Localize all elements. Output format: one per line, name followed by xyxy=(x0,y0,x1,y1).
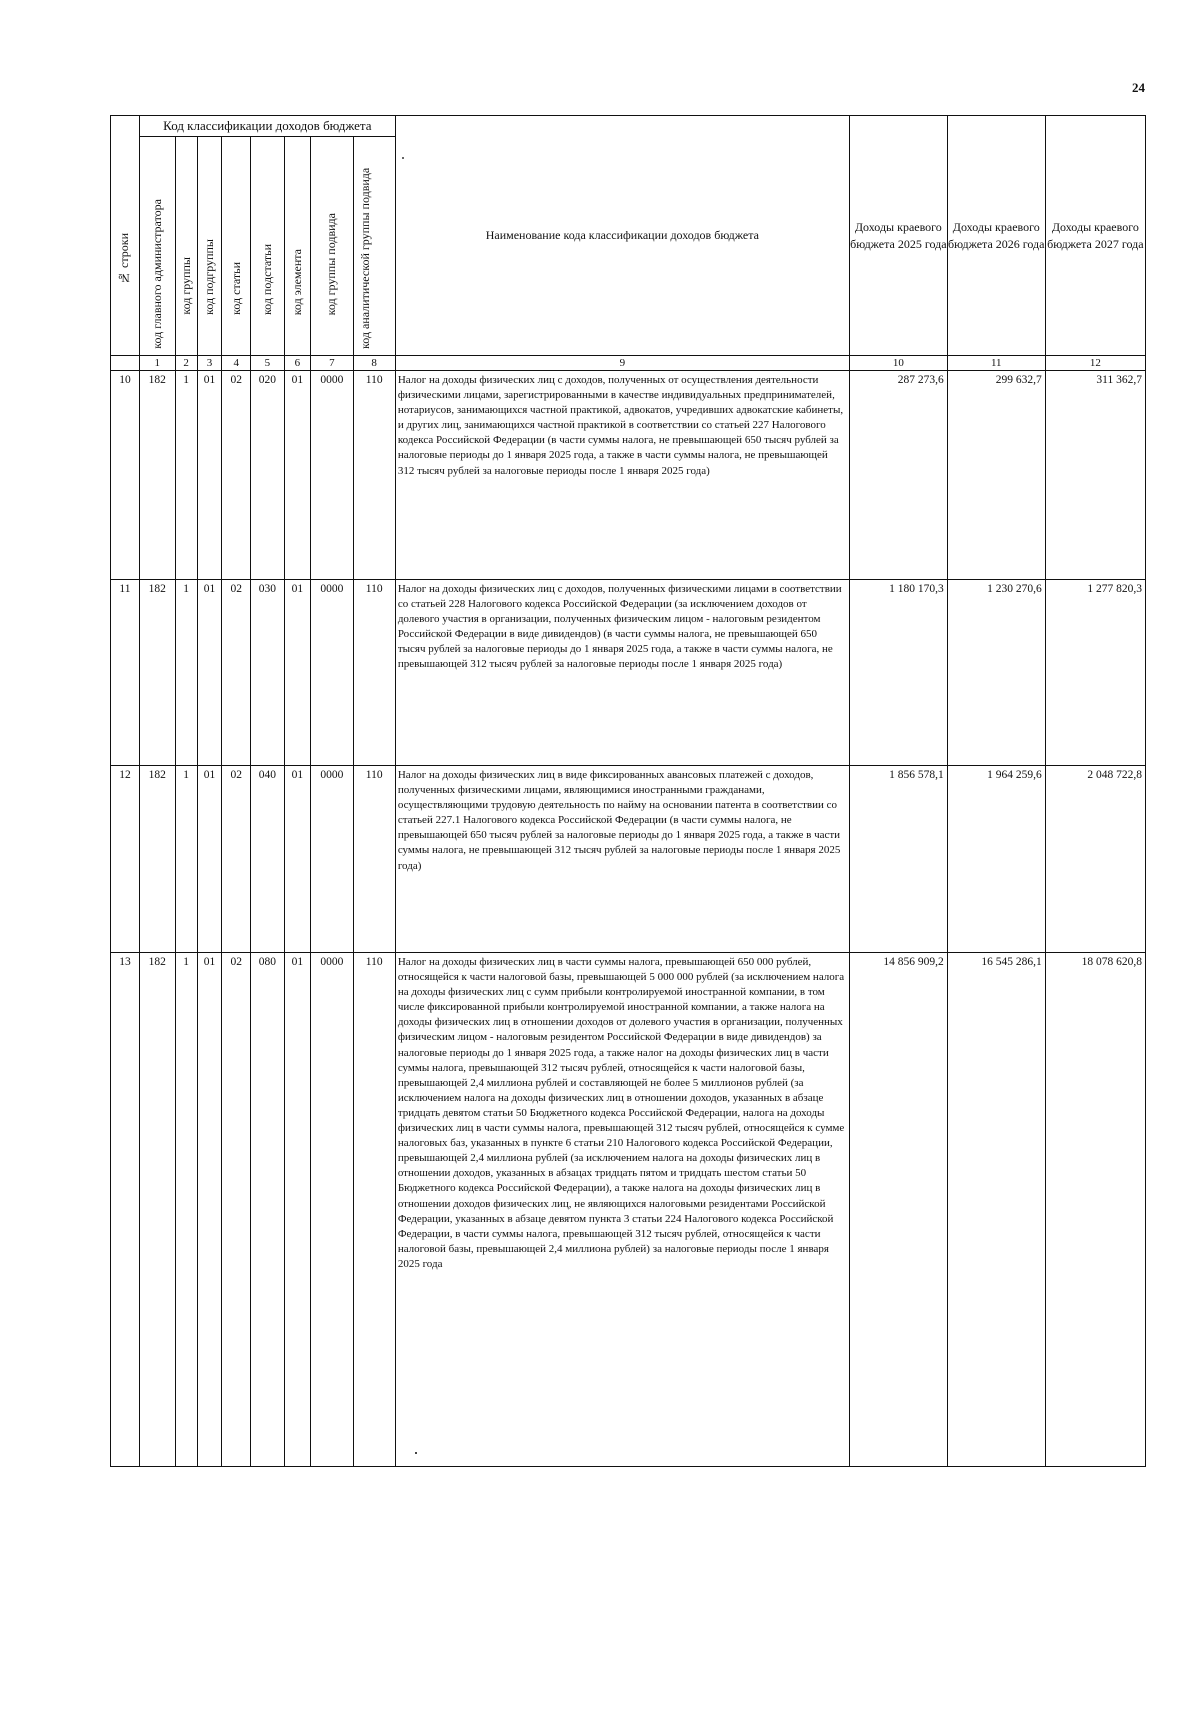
code-subtype: 0000 xyxy=(311,580,353,766)
code-element: 01 xyxy=(284,371,311,580)
revenue-table xyxy=(110,115,1146,1467)
code-group: 1 xyxy=(175,580,197,766)
code-article: 02 xyxy=(222,766,251,953)
header-code-subgroup: код подгруппы xyxy=(197,137,221,356)
header-group-title: Код классификации доходов бюджета xyxy=(139,116,395,137)
code-analytic: 110 xyxy=(353,371,395,580)
amount-2026: 299 632,7 xyxy=(947,371,1045,580)
code-subarticle: 030 xyxy=(251,580,284,766)
code-admin: 182 xyxy=(139,953,175,1467)
row-number: 10 xyxy=(111,371,140,580)
code-element: 01 xyxy=(284,580,311,766)
code-admin: 182 xyxy=(139,766,175,953)
column-number-row xyxy=(111,356,1146,371)
revenue-name: Налог на доходы физических лиц в части суммы налога, превышающей 650 000 рублей, относящейся к части налоговой базы, превышающей 5 000 000 рублей (за исключением налога на доходы физических лиц с сумм прибыли контролируемой иностранной компании, в том числе фиксированной прибыли контролируемой иностранной компании, а также налога на доходы физических лиц в отношении доходов от долевого участия в организации, полученных физическим лицом - налоговым резидентом Российской Федерации в виде дивидендов) за налоговые периоды до 1 января 2025 года, а также налог на доходы физических лиц в части суммы налога, превышающей 312 тысяч рублей, относящейся к части налоговой базы, превышающей 2,4 миллиона рублей и составляющей не более 5 миллионов рублей (за исключением налога на доходы физических лиц в отношении доходов, указанных в абзаце тридцать девятом статьи 50 Бюджетного кодекса Российской Федерации, налога на доходы физических лиц в части суммы налога, превышающей 312 тысяч рублей, относящейся к сумме налоговых баз, указанных в пункте 6 статьи 210 Налогового кодекса Российской Федерации, превышающей 2,4 миллиона рублей (за исключением налога на доходы физических лиц в отношении доходов, указанных в абзацах тридцать пятом и тридцать шестом статьи 50 Бюджетного кодекса Российской Федерации), а также налога на доходы физических лиц в отношении доходов физических лиц, не являющихся налоговыми резидентами Российской Федерации, указанных в абзаце девятом пункта 3 статьи 224 Налогового кодекса Российской Федерации, в части суммы налога, превышающей 312 тысяч рублей, относящейся к части налоговой базы, превышающей 2,4 миллиона рублей) за налоговые периоды после 1 января 2025 года xyxy=(395,953,849,1467)
header-income-2027: Доходы краевого бюджета 2027 года xyxy=(1045,116,1145,356)
header-income-2026: Доходы краевого бюджета 2026 года xyxy=(947,116,1045,356)
code-analytic: 110 xyxy=(353,580,395,766)
column-number: 6 xyxy=(284,356,311,371)
code-subarticle: 080 xyxy=(251,953,284,1467)
column-number: 1 xyxy=(139,356,175,371)
revenue-name: Налог на доходы физических лиц с доходов, полученных физическими лицами в соответствии со статьей 228 Налогового кодекса Российской Федерации (за исключением доходов от долевого участия в организации, полученных физическим лицом - налоговым резидентом Российской Федерации в виде дивидендов) (в части суммы налога, не превышающей 650 тысяч рублей за налоговые периоды до 1 января 2025 года, а также в части суммы налога, не превышающей 312 тысяч рублей за налоговые периоды после 1 января 2025 года) xyxy=(395,580,849,766)
amount-2025: 1 856 578,1 xyxy=(849,766,947,953)
table-row xyxy=(111,953,1146,1467)
amount-2026: 1 230 270,6 xyxy=(947,580,1045,766)
amount-2027: 311 362,7 xyxy=(1045,371,1145,580)
header-code-admin: код главного администратора xyxy=(139,137,175,356)
table-row xyxy=(111,371,1146,580)
code-subgroup: 01 xyxy=(197,371,221,580)
amount-2027: 2 048 722,8 xyxy=(1045,766,1145,953)
amount-2027: 18 078 620,8 xyxy=(1045,953,1145,1467)
revenue-name: Налог на доходы физических лиц с доходов, полученных от осуществления деятельности физическими лицами, зарегистрированными в качестве индивидуальных предпринимателей, нотариусов, занимающихся частной практикой, адвокатов, учредивших адвокатские кабинеты, и других лиц, занимающихся частной практикой в соответствии со статьей 227 Налогового кодекса Российской Федерации (в части суммы налога, не превышающей 650 тысяч рублей за налоговые периоды до 1 января 2025 года, а также в части суммы налога, не превышающей 312 тысяч рублей за налоговые периоды после 1 января 2025 года) xyxy=(395,371,849,580)
amount-2026: 16 545 286,1 xyxy=(947,953,1045,1467)
revenue-name: Налог на доходы физических лиц в виде фиксированных авансовых платежей с доходов, полученных физическими лицами, являющимися иностранными гражданами, осуществляющими трудовую деятельность по найму на основании патента в соответствии со статьей 227.1 Налогового кодекса Российской Федерации (в части суммы налога, не превышающей 650 тысяч рублей за налоговые периоды до 1 января 2025 года, а также в части суммы налога, не превышающей 312 тысяч рублей за налоговые периоды после 1 января 2025 года) xyxy=(395,766,849,953)
code-subarticle: 040 xyxy=(251,766,284,953)
column-number: 2 xyxy=(175,356,197,371)
code-group: 1 xyxy=(175,371,197,580)
row-number: 11 xyxy=(111,580,140,766)
column-number: 10 xyxy=(849,356,947,371)
code-subtype: 0000 xyxy=(311,953,353,1467)
amount-2026: 1 964 259,6 xyxy=(947,766,1045,953)
header-income-2025: Доходы краевого бюджета 2025 года xyxy=(849,116,947,356)
code-subgroup: 01 xyxy=(197,953,221,1467)
code-admin: 182 xyxy=(139,371,175,580)
code-analytic: 110 xyxy=(353,766,395,953)
header-code-subtype: код группы подвида xyxy=(311,137,353,356)
code-group: 1 xyxy=(175,953,197,1467)
header-code-analytic: код аналитической группы подвида xyxy=(353,137,395,356)
row-number: 13 xyxy=(111,953,140,1467)
code-subgroup: 01 xyxy=(197,580,221,766)
column-number: 7 xyxy=(311,356,353,371)
header-row-no: № строки xyxy=(111,116,140,356)
header-code-article: код статьи xyxy=(222,137,251,356)
page-number: 24 xyxy=(1132,80,1145,95)
table-row xyxy=(111,580,1146,766)
code-article: 02 xyxy=(222,371,251,580)
column-number: 4 xyxy=(222,356,251,371)
column-number: 11 xyxy=(947,356,1045,371)
column-number: 12 xyxy=(1045,356,1145,371)
column-number: 3 xyxy=(197,356,221,371)
code-subtype: 0000 xyxy=(311,371,353,580)
scan-speck xyxy=(415,1452,417,1454)
code-subtype: 0000 xyxy=(311,766,353,953)
code-admin: 182 xyxy=(139,580,175,766)
column-number xyxy=(111,356,140,371)
row-number: 12 xyxy=(111,766,140,953)
amount-2025: 1 180 170,3 xyxy=(849,580,947,766)
header-code-element: код элемента xyxy=(284,137,311,356)
header-code-group: код группы xyxy=(175,137,197,356)
amount-2025: 14 856 909,2 xyxy=(849,953,947,1467)
code-element: 01 xyxy=(284,766,311,953)
code-element: 01 xyxy=(284,953,311,1467)
column-number: 5 xyxy=(251,356,284,371)
header-code-subarticle: код подстатьи xyxy=(251,137,284,356)
code-subgroup: 01 xyxy=(197,766,221,953)
code-article: 02 xyxy=(222,953,251,1467)
column-number: 9 xyxy=(395,356,849,371)
code-analytic: 110 xyxy=(353,953,395,1467)
code-article: 02 xyxy=(222,580,251,766)
code-subarticle: 020 xyxy=(251,371,284,580)
table-row xyxy=(111,766,1146,953)
amount-2025: 287 273,6 xyxy=(849,371,947,580)
amount-2027: 1 277 820,3 xyxy=(1045,580,1145,766)
column-number: 8 xyxy=(353,356,395,371)
header-name: Наименование кода классификации доходов бюджета xyxy=(395,116,849,356)
code-group: 1 xyxy=(175,766,197,953)
